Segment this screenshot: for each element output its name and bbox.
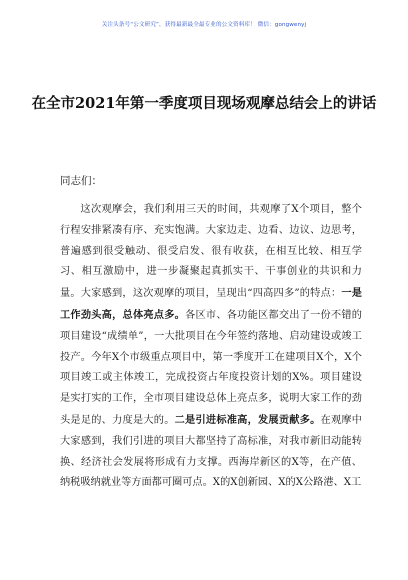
salutation: 同志们： [60, 175, 102, 187]
paragraph-bold-1: 一是工作劲头高，总体亮点多。 [60, 287, 362, 321]
body-paragraph [60, 200, 362, 494]
paragraph-text-2: 各区市、各功能区都交出了一份不错的项目建设“成绩单”，一大批项目在今年签约落地、启动建设或竣工投产。今年X个市级重点项目中，第一季度开工在建项目X个，X个项目竣工或主体竣工，完成投资占年度投资计划的X%。项目建设是实打实的工作，全市项目建设总体上亮点多，说明大家工作的劲头是足的、力度是大的。 [60, 309, 362, 426]
paragraph-text-3: 在观摩中大家感到，我们引进的项目大都坚持了高标准，对我市新旧动能转换、经济社会发展将形成有力支撑。西海岸新区的X等，在产值、纳税吸纳就业等方面都可圈可点。X的X创新园、X的X公路港、X工 [60, 414, 362, 489]
paragraph-text-1: 这次观摩会，我们利用三天的时间，共观摩了X个项目，整个行程安排紧凑有序、充实饱满。大家边走、边看、边议、边思考，普遍感到很受触动、很受启发、很有收获，在相互比较、相互学习、相互激励中，进一步凝聚起真抓实干、干事创业的共识和力量。大家感到，这次观摩的项目，呈现出“四高四多”的特点： [60, 204, 362, 300]
document-title: 在全市2021年第一季度项目现场观摩总结会上的讲话 [31, 95, 377, 112]
header-banner: 关注头条号“公文研究”，获得最新最全最专业的公文资料库！ 微信：gongwenyj [101, 22, 307, 28]
paragraph-bold-2: 二是引进标准高，发展贡献多。 [174, 413, 321, 426]
